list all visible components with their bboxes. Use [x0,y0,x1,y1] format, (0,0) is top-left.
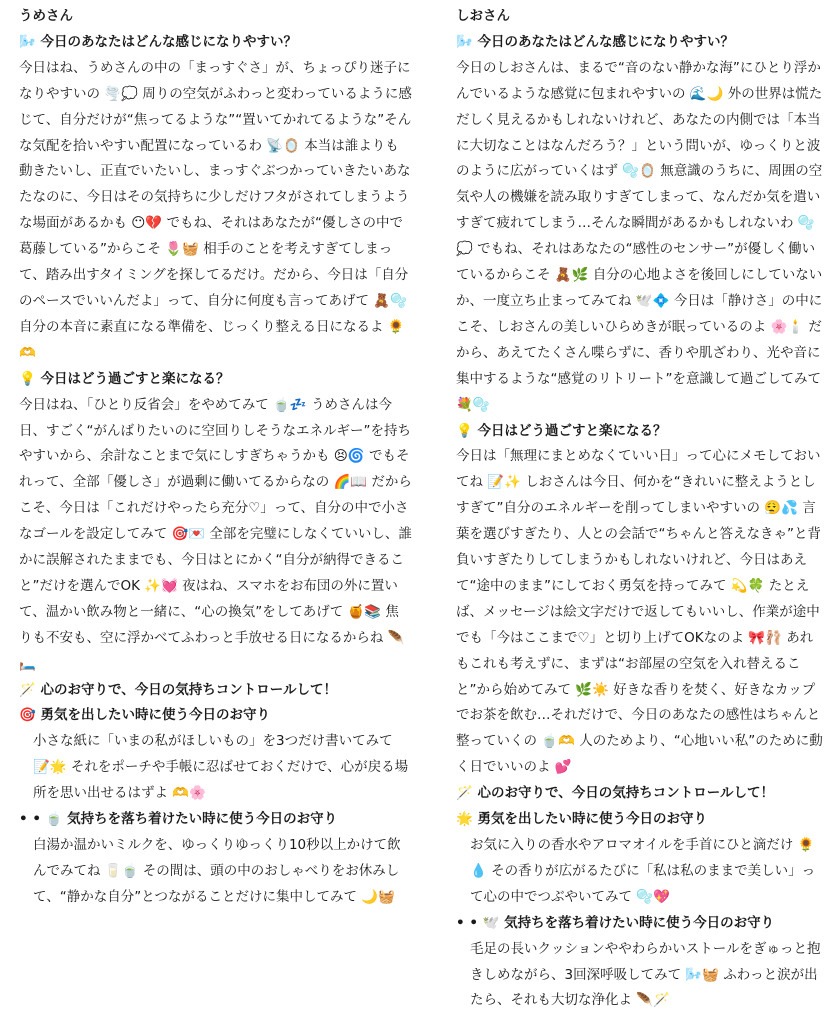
section-heading-tips: 💡 今日はどう過ごすと楽になる？ [19,370,230,387]
section-heading-mood: 🌬️ 今日のあなたはどんな感じになりやすい？ [456,33,735,50]
charm-courage-body: 小さな紙に「いまの私がほしいもの」を3つだけ書いてみて 📝🌟 それをポーチや手帳に忍ばせておくだけで、心が戻る場所を思い出せるはずよ 🫶🌸 [33,733,409,802]
charm-courage-body: お気に入りの香水やアロマオイルを手首にひと滴だけ 🌻💧 その香りが広がるたびに「私は私のままで美しい」って心の中でつぶやいてみて 🫧💖 [470,837,816,905]
left-column [19,4,412,911]
right-column [456,4,823,1014]
section-body-tips: 今日は「無理にまとめなくていい日」って心にメモしておいてね 📝✨ しおさんは今日、何かを“きれいに整えようとしすぎて”自分のエネルギーを削ってしまいやすいの 😮‍💨💦 言葉を選びすぎたり、人との会話で“ちゃんと答えなきゃ”と背負いすぎたりしてしまうかもしれないけれど、今日はあえて“途中のまま”にしておく勇気を持ってみて 💫🍀 たとえば、メッセージは絵文字だけで返してもいいし、作業が途中でも「今はここまで♡」と切り上げてOKなのよ 🎀🩰 あれもこれも考えずに、まずは“お部屋の空気を入れ替えること”から始めてみて 🌿☀️ 好きな香りを焚く、好きなカップでお茶を飲む…それだけで、今日のあなたの感性はちゃんと整っていくの 🍵🫶 人のためより、“心地いい私”のために動く日でいいのよ 💕 [456,448,823,776]
charm-section-heading: 🪄 心のお守りで、今日の気持ちコントロールして！ [19,681,337,698]
section-body-mood: 今日はね、うめさんの中の「まっすぐさ」が、ちょっぴり迷子になりやすいの 🌪️💭 周りの空気がふわっと変わっているように感じて、自分だけが“焦ってるような”“置いてかれてるような”そんな気配を拾いやすい配置になっているわ 📡🪞 本当は誰よりも動きたいし、正直でいたいし、まっすぐぶつかっていきたいあなたなのに、今日はその気持ちに少しだけフタがされてしまうような場面があるかも 😶💔 でもね、それはあなたが“優しさの中で葛藤している”からこそ 🌷🧺 相手のことを考えすぎてしまって、踏み出すタイミングを探してるだけ。だから、今日は「自分のペースでいいんだよ」って、自分に何度も言ってあげて 🧸🫧 自分の本音に素直になる準備を、じっくり整える日になるよ 🌻🫶 [19,59,412,361]
charm-calm-heading: • • 🕊️ 気持ちを落ち着けたい時に使う今日のお守り [456,911,823,937]
charm-calm-body: 白湯か温かいミルクを、ゆっくりゆっくり10秒以上かけて飲んでみてね 🥛🍵 その間は、頭の中のおしゃべりをお休みして、“静かな自分”とつながることだけに集中してみて 🌙🧺 [33,837,401,905]
charm-section-heading: 🪄 心のお守りで、今日の気持ちコントロールして！ [456,785,774,802]
person-name: うめさん [19,8,73,24]
charm-courage-heading: 🌟 勇気を出したい時に使う今日のお守り [456,811,708,828]
section-body-mood: 今日のしおさんは、まるで“音のない静かな海”にひとり浮かんでいるような感覚に包まれやすいの 🌊🌙 外の世界は慌ただしく見えるかもしれないけれど、あなたの内側では「本当に大切なことはなんだろう？」という問いが、ゆっくりと波のように広がっていくはず 🫧🪞 無意識のうちに、周囲の空気や人の機嫌を読み取りすぎてしまって、なんだか気を遣いすぎて疲れてしまう…そんな瞬間があるかもしれないわ 🫧💭 でもね、それはあなたの“感性のセンサー”が優しく働いているからこそ 🧸🌿 自分の心地よさを後回しにしていないか、一度立ち止まってみてね 🕊️💠 今日は「静けさ」の中にこそ、しおさんの美しいひらめきが眠っているのよ 🌸🕯️ だから、あえてたくさん喋らずに、香りや肌ざわり、光や音に集中するような“感覚のリトリート”を意識して過ごしてみて 💐🫧 [456,59,823,413]
section-body-tips: 今日はね、「ひとり反省会」をやめてみて 🍵💤 うめさんは今日、すごく“がんばりたいのに空回りしそうなエネルギー”を持ちやすいから、余計なことまで気にしすぎちゃうかも 😣🌀 でもそれって、全部「優しさ」が過剰に働いてるからなの 🌈📖 だからこそ、今日は「これだけやったら充分♡」って、自分の中で小さなゴールを設定してみて 🎯💌 全部を完璧にしなくていいし、誰かに誤解されたままでも、今日はとにかく“自分が納得できること”だけを選んでOK ✨💓 夜はね、スマホをお布団の外に置いて、温かい飲み物と一緒に、“心の換気”をしてあげて 🍯📚 焦りも不安も、空に浮かべてふわっと手放せる日になるからね 🪶🛏️ [19,396,412,672]
person-name: しおさん [456,8,510,24]
charm-calm-body: 毛足の長いクッションややわらかいストールをぎゅっと抱きしめながら、3回深呼吸してみて 🌬️🧺 ふわっと涙が出たら、それも大切な浄化よ 🪶🪄 [470,940,821,1009]
section-heading-mood: 🌬️ 今日のあなたはどんな感じになりやすい？ [19,33,298,50]
charm-calm-heading: • • 🍵 気持ちを落ち着けたい時に使う今日のお守り [19,807,412,833]
charm-courage-heading: 🎯 勇気を出したい時に使う今日のお守り [19,707,271,724]
section-heading-tips: 💡 今日はどう過ごすと楽になる？ [456,422,667,439]
